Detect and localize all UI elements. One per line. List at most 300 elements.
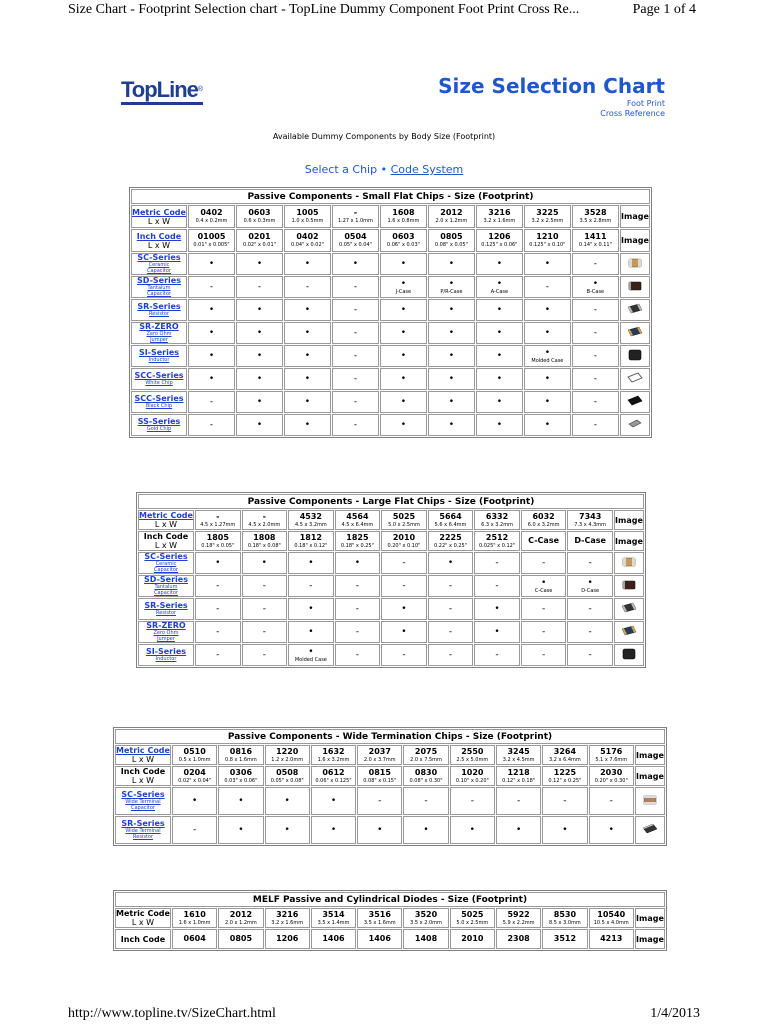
size-code-cell: [450, 929, 495, 949]
image-column-header: Image: [635, 929, 665, 949]
size-dimension: 0.05" x 0.04": [338, 242, 372, 248]
available-mark: [357, 816, 402, 844]
available-mark: [236, 368, 283, 390]
availability-symbol: -: [593, 373, 598, 384]
unavailable-mark: [572, 345, 619, 367]
unavailable-mark: [572, 299, 619, 321]
available-mark: [284, 414, 331, 436]
size-dimension: 5.1 x 7.6mm: [595, 756, 628, 763]
size-code-cell: [218, 929, 263, 949]
component-image-cell: [620, 414, 650, 436]
series-link[interactable]: SCC-Series: [134, 394, 184, 403]
size-dimension: 0.4 x 0.2mm: [195, 218, 228, 224]
series-name-cell[interactable]: [131, 322, 187, 344]
page-number: Page 1 of 4: [632, 2, 696, 17]
availability-symbol: -: [588, 649, 592, 660]
inch-code-row: [115, 766, 665, 786]
size-code: 5176: [600, 746, 623, 756]
availability-symbol: •: [447, 557, 454, 568]
size-dimension: 3.5 x 1.4mm: [317, 919, 350, 926]
size-code-cell: [265, 929, 310, 949]
size-code: 7343: [579, 511, 602, 521]
metric-code-header[interactable]: [115, 745, 171, 765]
size-code-cell: [403, 766, 448, 786]
unavailable-mark: [288, 575, 334, 597]
size-dimension: 0.5 x 1.0mm: [178, 756, 211, 763]
inch-code-header[interactable]: [131, 229, 187, 252]
available-mark: [288, 644, 334, 666]
series-row: [131, 414, 650, 436]
availability-symbol: -: [593, 304, 598, 315]
series-name-cell[interactable]: [138, 644, 194, 666]
unavailable-mark: [428, 598, 474, 620]
topline-logo[interactable]: [121, 79, 203, 105]
series-name-cell[interactable]: [131, 299, 187, 321]
size-dimension: 2.0 x 1.2mm: [435, 218, 468, 224]
size-code: 3264: [553, 746, 577, 756]
metric-code-row: [115, 908, 665, 928]
size-dimension: 5.9 x 2.2mm: [502, 919, 535, 926]
unavailable-mark: [428, 644, 474, 666]
available-mark: [218, 816, 263, 844]
dimension-label: L x W: [131, 918, 155, 927]
table-title: MELF Passive and Cylindrical Diodes - Size (Footprint): [115, 892, 665, 907]
size-code: 1406: [322, 934, 345, 943]
availability-symbol: -: [305, 281, 310, 292]
size-code: 3528: [584, 208, 607, 217]
print-date: 1/4/2013: [650, 1006, 700, 1021]
series-link[interactable]: SS-Series: [137, 417, 181, 426]
series-link[interactable]: SD-Series: [144, 575, 188, 584]
select-chip-link[interactable]: Select a Chip: [304, 163, 378, 176]
size-code: 3520: [414, 909, 438, 919]
size-code-cell: [521, 531, 567, 551]
availability-symbol: •: [494, 603, 500, 614]
size-code-cell: [311, 908, 356, 928]
small-flat-chips-table: [129, 187, 652, 438]
size-code-cell: [335, 510, 381, 530]
wide-resistor-icon: [641, 821, 659, 840]
series-description[interactable]: Ceramic: [155, 561, 177, 567]
series-description[interactable]: Resistor: [156, 610, 176, 616]
availability-symbol: -: [545, 281, 549, 292]
size-dimension: 4.5 x 3.2mm: [294, 521, 327, 528]
size-code-cell: [242, 531, 288, 551]
available-mark: [428, 299, 475, 321]
series-row: [138, 598, 644, 620]
series-description[interactable]: Capacitor: [130, 805, 155, 811]
unavailable-mark: [332, 368, 379, 390]
availability-symbol: •: [352, 258, 359, 269]
table-title-row: [131, 189, 650, 204]
metric-code-header[interactable]: [131, 205, 187, 228]
size-code-cell: [357, 745, 402, 765]
available-mark: [474, 621, 520, 643]
available-mark: [311, 787, 356, 815]
availability-symbol: -: [353, 327, 358, 338]
size-dimension: 4.5 x 6.4mm: [341, 521, 374, 528]
series-description[interactable]: Capacitor: [153, 567, 178, 573]
availability-symbol: -: [563, 795, 567, 806]
available-mark: [476, 253, 523, 275]
inch-code-row: [138, 531, 644, 551]
size-dimension: 0.18" x 0.08": [247, 542, 281, 549]
available-mark: [428, 414, 475, 436]
code-label[interactable]: Metric Code: [116, 746, 170, 755]
size-code-cell: [218, 908, 263, 928]
available-mark: [381, 621, 427, 643]
case-note: P/R-Case: [440, 288, 463, 295]
available-mark: [476, 345, 523, 367]
series-description[interactable]: Ceramic: [148, 262, 170, 268]
availability-symbol: •: [284, 824, 290, 835]
series-description[interactable]: Resistor: [133, 834, 153, 840]
unavailable-mark: [332, 345, 379, 367]
availability-symbol: -: [353, 396, 358, 407]
unavailable-mark: [332, 414, 379, 436]
series-link[interactable]: SR-ZERO: [146, 621, 186, 630]
series-link[interactable]: SR-Series: [137, 302, 181, 311]
series-link[interactable]: SC-Series: [137, 253, 181, 262]
page-title: Size Selection Chart: [438, 74, 665, 98]
available-mark: [428, 253, 475, 275]
unavailable-mark: [521, 644, 567, 666]
size-dimension: 0.18" x 0.05": [201, 542, 235, 549]
available-mark: [524, 253, 571, 275]
availability-symbol: -: [353, 419, 358, 430]
series-name-cell[interactable]: [115, 787, 171, 815]
series-description[interactable]: Tantalum: [147, 285, 171, 291]
availability-symbol: -: [262, 626, 266, 637]
availability-symbol: •: [400, 373, 407, 384]
image-column-header: Image: [635, 908, 665, 928]
available-mark: [288, 598, 334, 620]
size-code-cell: [332, 205, 379, 228]
tantalum-cap-icon: [626, 278, 644, 297]
series-row: [138, 621, 644, 643]
series-description[interactable]: Inductor: [148, 357, 170, 363]
size-code-cell: [589, 766, 634, 786]
series-name-cell[interactable]: [131, 414, 187, 436]
size-dimension: 0.06" x 0.03": [386, 242, 420, 248]
available-mark: [188, 345, 235, 367]
series-link[interactable]: SR-Series: [144, 601, 188, 610]
size-code-cell: [524, 205, 571, 228]
series-description[interactable]: Black Chip: [145, 403, 173, 409]
code-system-link[interactable]: Code System: [390, 163, 464, 176]
availability-symbol: •: [238, 824, 244, 835]
availability-symbol: -: [588, 557, 592, 568]
availability-symbol: •: [256, 396, 263, 407]
unavailable-mark: [242, 621, 288, 643]
availability-symbol: •: [423, 824, 429, 835]
size-dimension: 0.02" x 0.01": [242, 242, 276, 248]
size-code-cell: [521, 510, 567, 530]
series-link[interactable]: SC-Series: [144, 552, 188, 561]
code-label: Inch Code: [143, 532, 189, 541]
size-dimension: 0.08" x 0.05": [434, 242, 468, 248]
size-dimension: 0.125" x 0.06": [481, 242, 518, 248]
resistor-icon: [620, 600, 638, 619]
available-components-caption: Available Dummy Components by Body Size (Footprint): [272, 132, 496, 141]
series-link[interactable]: SI-Series: [145, 647, 187, 656]
series-description[interactable]: Capacitor: [153, 590, 178, 596]
size-code: 5664: [439, 511, 462, 521]
availability-symbol: -: [448, 649, 453, 660]
availability-symbol: •: [304, 396, 311, 407]
series-name-cell[interactable]: [138, 621, 194, 643]
series-name-cell[interactable]: [131, 276, 187, 298]
series-description[interactable]: White Chip: [145, 380, 173, 386]
size-code-cell: [218, 766, 263, 786]
unavailable-mark: [332, 299, 379, 321]
size-code-cell: [496, 929, 541, 949]
available-mark: [195, 552, 241, 574]
size-code-cell: [188, 229, 235, 252]
unavailable-mark: [474, 575, 520, 597]
series-link[interactable]: SR-Series: [121, 819, 165, 828]
series-name-cell[interactable]: [131, 368, 187, 390]
unavailable-mark: [572, 414, 619, 436]
size-dimension: 1.6 x 0.8mm: [387, 218, 420, 224]
resistor-icon: [626, 301, 644, 320]
component-image-cell: [620, 299, 650, 321]
available-mark: [381, 598, 427, 620]
zero-ohm-icon: [626, 324, 644, 343]
availability-symbol: •: [208, 350, 215, 361]
series-name-cell[interactable]: [131, 253, 187, 275]
size-dimension: 0.8 x 1.6mm: [225, 756, 257, 763]
size-code: 01005: [197, 232, 226, 241]
availability-symbol: •: [304, 258, 311, 269]
size-dimension: 2.0 x 1.2mm: [225, 919, 257, 926]
table-title: Passive Components - Wide Termination Chips - Size (Footprint): [115, 729, 665, 744]
availability-symbol: •: [400, 258, 407, 269]
size-code: 5025: [392, 511, 416, 521]
series-name-cell[interactable]: [131, 345, 187, 367]
series-description[interactable]: Inductor: [155, 656, 177, 662]
unavailable-mark: [521, 598, 567, 620]
available-mark: [567, 575, 613, 597]
size-code: 4532: [299, 511, 322, 521]
availability-symbol: •: [496, 327, 503, 338]
availability-symbol: •: [208, 304, 215, 315]
availability-symbol: •: [256, 350, 263, 361]
availability-symbol: •: [544, 304, 551, 315]
series-description[interactable]: Capacitor: [146, 291, 171, 297]
series-description[interactable]: Capacitor: [146, 268, 171, 274]
series-name-cell[interactable]: [131, 391, 187, 413]
size-code: 3516: [368, 909, 391, 919]
available-mark: [311, 816, 356, 844]
size-dimension: 6.0 x 3.2mm: [527, 521, 560, 528]
size-code-cell: [589, 745, 634, 765]
size-dimension: 4.5 x 2.0mm: [248, 521, 281, 528]
series-description[interactable]: Zero Ohm: [153, 630, 179, 636]
availability-symbol: •: [544, 327, 551, 338]
unavailable-mark: [284, 276, 331, 298]
series-name-cell[interactable]: [115, 816, 171, 844]
available-mark: [188, 368, 235, 390]
unavailable-mark: [195, 598, 241, 620]
availability-symbol: •: [308, 557, 314, 568]
metric-code-header[interactable]: [138, 510, 194, 530]
availability-symbol: -: [309, 580, 313, 591]
size-code: -: [353, 208, 358, 217]
case-note: B-Case: [586, 288, 605, 295]
series-description[interactable]: Gold Chip: [146, 426, 172, 432]
availability-symbol: •: [256, 327, 263, 338]
code-label[interactable]: Metric Code: [132, 207, 186, 217]
size-code: 0504: [344, 232, 367, 241]
available-mark: [476, 276, 523, 298]
inch-code-row: [115, 929, 665, 949]
availability-symbol: •: [496, 278, 503, 289]
series-link[interactable]: SCC-Series: [134, 371, 184, 380]
ceramic-cap-icon: [626, 255, 644, 274]
unavailable-mark: [403, 787, 448, 815]
size-code: 1406: [368, 934, 391, 943]
available-mark: [380, 345, 427, 367]
size-code-cell: [428, 531, 474, 551]
available-mark: [524, 345, 571, 367]
size-code: 2010: [392, 532, 416, 542]
availability-symbol: -: [378, 795, 382, 806]
availability-symbol: -: [593, 419, 598, 430]
availability-symbol: •: [261, 557, 267, 568]
size-code-cell: [311, 929, 356, 949]
availability-symbol: •: [284, 795, 290, 806]
size-code: 3225: [536, 208, 559, 217]
unavailable-mark: [589, 787, 634, 815]
inch-code-header: [115, 929, 171, 949]
available-mark: [188, 299, 235, 321]
availability-symbol: •: [448, 396, 455, 407]
size-code: 2225: [439, 532, 462, 542]
size-code-cell: [236, 205, 283, 228]
size-code: 3216: [276, 909, 299, 919]
series-name-cell[interactable]: [138, 575, 194, 597]
availability-symbol: •: [496, 350, 503, 361]
series-link[interactable]: SC-Series: [121, 790, 165, 799]
table-title: Passive Components - Small Flat Chips - Size (Footprint): [131, 189, 650, 204]
unavailable-mark: [242, 575, 288, 597]
availability-symbol: •: [496, 258, 503, 269]
available-mark: [524, 299, 571, 321]
unavailable-mark: [357, 787, 402, 815]
case-note: A-Case: [490, 288, 509, 295]
size-code-cell: [572, 205, 619, 228]
size-code-cell: [311, 766, 356, 786]
availability-symbol: -: [402, 557, 406, 568]
size-code-cell: [172, 766, 217, 786]
available-mark: [524, 322, 571, 344]
availability-symbol: •: [448, 304, 455, 315]
size-code-cell: [236, 229, 283, 252]
series-description[interactable]: Zero Ohm: [146, 331, 172, 337]
availability-symbol: •: [496, 373, 503, 384]
size-dimension: 0.14" x 0.11": [578, 242, 612, 248]
size-dimension: 0.125" x 0.10": [529, 242, 566, 248]
code-label[interactable]: Metric Code: [139, 511, 193, 520]
series-description[interactable]: Wide Terminal: [125, 799, 161, 805]
size-code-cell: [357, 908, 402, 928]
unavailable-mark: [428, 621, 474, 643]
available-mark: [380, 253, 427, 275]
availability-symbol: •: [308, 603, 314, 614]
size-code-cell: [288, 531, 334, 551]
size-code: 6332: [485, 511, 509, 521]
available-mark: [428, 345, 475, 367]
series-description[interactable]: Wide Terminal: [125, 828, 161, 834]
availability-symbol: -: [495, 649, 499, 660]
availability-symbol: -: [402, 649, 406, 660]
availability-symbol: •: [401, 626, 407, 637]
series-link[interactable]: SD-Series: [137, 276, 181, 285]
availability-symbol: -: [216, 580, 220, 591]
series-description[interactable]: Resistor: [149, 311, 169, 317]
table-title-row: [115, 729, 665, 744]
unavailable-mark: [335, 644, 381, 666]
series-description[interactable]: Jumper: [150, 337, 168, 343]
size-code: 5922: [507, 909, 530, 919]
size-code: 1632: [322, 746, 345, 756]
logo-text: TopLine: [121, 77, 198, 102]
table-title-row: [115, 892, 665, 907]
availability-symbol: -: [448, 580, 453, 591]
available-mark: [476, 322, 523, 344]
size-dimension: 0.08" x 0.15": [363, 777, 397, 784]
size-code: 0201: [248, 232, 271, 241]
unavailable-mark: [496, 787, 541, 815]
availability-symbol: -: [593, 258, 598, 269]
available-mark: [265, 787, 310, 815]
size-code: 0816: [229, 746, 253, 756]
available-mark: [476, 391, 523, 413]
available-mark: [524, 368, 571, 390]
size-code: D-Case: [574, 536, 606, 545]
size-code: 1206: [276, 934, 299, 943]
available-mark: [284, 368, 331, 390]
code-label[interactable]: Inch Code: [136, 231, 182, 241]
size-code-cell: [357, 929, 402, 949]
size-code: 4564: [346, 511, 369, 521]
metric-code-row: [138, 510, 644, 530]
availability-symbol: •: [544, 347, 551, 358]
metric-code-row: [131, 205, 650, 228]
size-code: 0204: [183, 767, 206, 777]
series-name-cell[interactable]: [138, 552, 194, 574]
available-mark: [380, 391, 427, 413]
size-code: 0306: [229, 767, 253, 777]
availability-symbol: -: [216, 603, 220, 614]
series-link[interactable]: SI-Series: [138, 348, 180, 357]
size-code: 1812: [299, 532, 322, 542]
availability-symbol: -: [495, 580, 499, 591]
availability-symbol: •: [256, 373, 263, 384]
series-description[interactable]: Jumper: [157, 636, 175, 642]
series-name-cell[interactable]: [138, 598, 194, 620]
availability-symbol: -: [609, 795, 613, 806]
series-description[interactable]: Tantalum: [154, 584, 178, 590]
size-dimension: 5.0 x 2.5mm: [456, 919, 489, 926]
series-link[interactable]: SR-ZERO: [139, 322, 179, 331]
component-image-cell: [620, 253, 650, 275]
unavailable-mark: [332, 276, 379, 298]
size-code: 2030: [600, 767, 623, 777]
availability-symbol: -: [541, 626, 546, 637]
unavailable-mark: [572, 253, 619, 275]
